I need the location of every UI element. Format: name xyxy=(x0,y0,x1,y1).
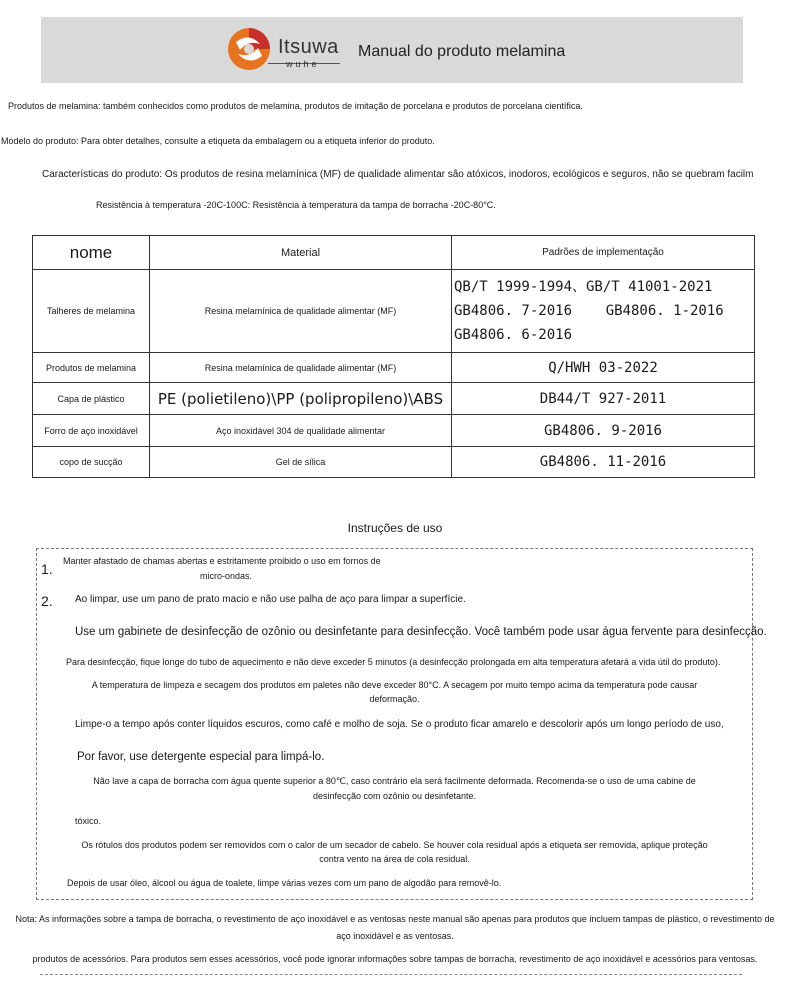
instruction-4: Para desinfecção, fique longe do tubo de aquecimento e não deve exceder 5 minutos (a desinfecção prolongada em alta temperatura afetará a vida útil do produto). xyxy=(66,657,721,667)
row-name: Capa de plástico xyxy=(33,383,150,415)
row-standards: GB4806. 9-2016 xyxy=(452,415,755,447)
instruction-3: Use um gabinete de desinfecção de ozônio ou desinfetante para desinfecção. Você também pode usar água fervente para desinfecção. xyxy=(75,626,767,638)
intro-line-1: Produtos de melamina: também conhecidos como produtos de melamina, produtos de imitação de porcelana e produtos de porcelana científica. xyxy=(8,101,583,111)
row-material: Resina melamínica de qualidade alimentar (MF) xyxy=(150,353,452,383)
row-name: copo de sucção xyxy=(33,447,150,478)
instruction-5a: A temperatura de limpeza e secagem dos produtos em paletes não deve exceder 80°C. A secagem por muito tempo acima da temperatura pode causar xyxy=(91,680,698,690)
table-row xyxy=(33,353,755,383)
row-material: PE (polietileno)\PP (polipropileno)\ABS xyxy=(150,383,452,415)
note-line-1b: aço inoxidável e as ventosas. xyxy=(336,931,454,941)
instruction-8a: Não lave a capa de borracha com água quente superior a 80℃, caso contrário ela será facilmente deformada. Recomenda-se o uso de uma cabine de xyxy=(93,776,696,786)
instruction-10a: Os rótulos dos produtos podem ser removidos com o calor de um secador de cabelo. Se houver cola residual após a etiqueta ser removida, aplique proteção xyxy=(81,840,708,850)
standard-line: GB4806. 6-2016 xyxy=(454,327,573,343)
instructions-title: Instruções de uso xyxy=(347,521,443,535)
instruction-1a: Manter afastado de chamas abertas e estritamente proibido o uso em fornos de xyxy=(63,556,381,566)
standard-line: QB/T 1999-1994、GB/T 41001-2021 xyxy=(454,279,713,295)
item-number-2: 2. xyxy=(41,593,53,609)
intro-line-3: Características do produto: Os produtos de resina melamínica (MF) de qualidade alimentar são atóxicos, inodoros, ecológicos e seguros, não se quebram facilm xyxy=(42,169,754,180)
instruction-10b: contra vento na área de cola residual. xyxy=(319,854,470,864)
table-row xyxy=(33,270,755,353)
item-number-1: 1. xyxy=(41,561,53,577)
instruction-7: Por favor, use detergente especial para limpá-lo. xyxy=(77,751,325,763)
instruction-5b: deformação. xyxy=(369,694,420,704)
row-standards xyxy=(452,270,755,353)
instruction-8b: desinfecção com ozônio ou desinfetante. xyxy=(312,791,477,801)
intro-line-4: Resistência à temperatura -20C-100C: Resistência à temperatura da tampa de borracha -20C-80°C. xyxy=(96,200,496,210)
table-row xyxy=(33,415,755,447)
brand-subtitle: wuhe xyxy=(286,59,320,69)
table-header-row xyxy=(33,236,755,270)
itsuwa-logo-icon xyxy=(226,26,272,72)
row-standards: GB4806. 11-2016 xyxy=(452,447,755,478)
table-row xyxy=(33,383,755,415)
instruction-6: Limpe-o a tempo após conter líquidos escuros, como café e molho de soja. Se o produto ficar amarelo e descolorir após um longo período de uso, xyxy=(75,719,724,730)
header-name: nome xyxy=(33,236,150,270)
row-material: Resina melamínica de qualidade alimentar (MF) xyxy=(150,270,452,353)
bottom-divider xyxy=(40,974,742,975)
row-standards: Q/HWH 03-2022 xyxy=(452,353,755,383)
header-material: Material xyxy=(150,236,452,270)
note-line-1a: Nota: As informações sobre a tampa de borracha, o revestimento de aço inoxidável e as ventosas neste manual são apenas para produtos que incluem tampas de plástico, o revestimento de xyxy=(15,914,775,924)
note-line-2: produtos de acessórios. Para produtos sem esses acessórios, você pode ignorar informações sobre tampas de borracha, revestimento de aço inoxidável e acessórios para ventosas. xyxy=(32,954,758,964)
header-standards: Padrões de implementação xyxy=(452,236,755,270)
page-title: Manual do produto melamina xyxy=(358,43,566,60)
instruction-2: Ao limpar, use um pano de prato macio e não use palha de aço para limpar a superfície. xyxy=(75,594,466,605)
row-material: Gel de sílica xyxy=(150,447,452,478)
row-standards: DB44/T 927-2011 xyxy=(452,383,755,415)
table-row xyxy=(33,447,755,478)
instruction-9: tóxico. xyxy=(75,816,102,826)
specs-table xyxy=(32,235,755,478)
intro-line-2: Modelo do produto: Para obter detalhes, consulte a etiqueta da embalagem ou a etiqueta inferior do produto. xyxy=(1,136,435,146)
instruction-1b: micro-ondas. xyxy=(200,571,253,581)
instruction-11: Depois de usar óleo, álcool ou água de toalete, limpe várias vezes com um pano de algodão para removê-lo. xyxy=(67,878,502,888)
row-name: Produtos de melamina xyxy=(33,353,150,383)
row-name: Talheres de melamina xyxy=(33,270,150,353)
brand-name: Itsuwa xyxy=(278,36,339,58)
row-name: Forro de aço inoxidável xyxy=(33,415,150,447)
row-material: Aço inoxidável 304 de qualidade alimentar xyxy=(150,415,452,447)
standard-line: GB4806. 7-2016 GB4806. 1-2016 xyxy=(454,303,724,319)
